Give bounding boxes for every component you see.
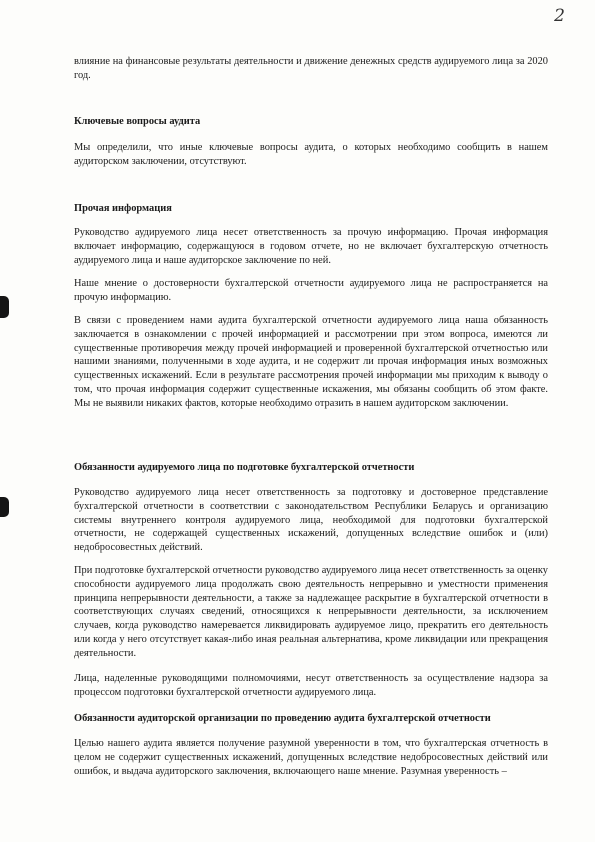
other-information-paragraph-3: В связи с проведением нами аудита бухгалтерской отчетности аудируемого лица наша обязанность заключается в ознакомлении с прочей информацией и рассмотрении при этом вопроса, имеются ли существенные противоречия между прочей информацией и проверенной бухгалтерской отчетностью или нашими знаниями, полученными в ходе аудита, и не содержит ли прочая информация иных возможных существенных искажений. Если в результате рассмотрения прочей информации мы приходим к выводу о том, что прочая информация содержит существенные искажения, мы обязаны сообщить об этом факте. Мы не выявили никаких фактов, которые необходимо отразить в нашем аудиторском заключении.: [74, 315, 548, 409]
binder-hole: [0, 296, 9, 318]
auditor-responsibilities-paragraph: Целью нашего аудита является получение разумной уверенности в том, что бухгалтерская отчетность в целом не содержит существенных искажений, допущенных вследствие недобросовестных действий или ошибок, и выдача аудиторского заключения, включающего наше мнение. Разумная уверенность –: [74, 738, 548, 777]
management-responsibilities-paragraph-1: Руководство аудируемого лица несет ответственность за подготовку и достоверное представление бухгалтерской отчетности в соответствии с законодательством Республики Беларусь и организацию системы внутреннего контроля аудируемого лица, необходимой для подготовки бухгалтерской отчетности, не содержащей существенных искажений, допущенных вследствие ошибок и (или) недобросовестных действий.: [74, 487, 548, 554]
binder-hole: [0, 497, 9, 517]
key-audit-matters-paragraph: Мы определили, что иные ключевые вопросы аудита, о которых необходимо сообщить в нашем аудиторском заключении, отсутствуют.: [74, 142, 548, 167]
section-heading-management-responsibilities: Обязанности аудируемого лица по подготовке бухгалтерской отчетности: [74, 462, 415, 473]
management-responsibilities-paragraph-3: Лица, наделенные руководящими полномочиями, несут ответственность за осуществление надзора за процессом подготовки бухгалтерской отчетности аудируемого лица.: [74, 673, 548, 698]
page-number: 2: [554, 6, 565, 26]
section-heading-key-audit-matters: Ключевые вопросы аудита: [74, 116, 201, 127]
intro-paragraph: влияние на финансовые результаты деятельности и движение денежных средств аудируемого лица за 2020 год.: [74, 56, 548, 81]
section-heading-auditor-responsibilities: Обязанности аудиторской организации по проведению аудита бухгалтерской отчетности: [74, 713, 491, 724]
management-responsibilities-paragraph-2: При подготовке бухгалтерской отчетности руководство аудируемого лица несет ответственность за оценку способности аудируемого лица продолжать свою деятельность непрерывно и уместности применения принципа непрерывности деятельности, а также за надлежащее раскрытие в бухгалтерской отчетности в соответствующих случаях сведений, относящихся к непрерывности деятельности, за исключением случаев, когда руководство намеревается ликвидировать аудируемое лицо, прекратить его деятельность или когда у него отсутствует какая-либо иная реальная альтернатива, кроме ликвидации или прекращения деятельности.: [74, 565, 548, 659]
other-information-paragraph-2: Наше мнение о достоверности бухгалтерской отчетности аудируемого лица не распространяется на прочую информацию.: [74, 278, 548, 303]
section-heading-other-information: Прочая информация: [74, 203, 172, 214]
other-information-paragraph-1: Руководство аудируемого лица несет ответственность за прочую информацию. Прочая информация включает информацию, содержащуюся в годовом отчете, но не включает бухгалтерскую отчетность аудируемого лица и наше аудиторское заключение по ней.: [74, 227, 548, 266]
